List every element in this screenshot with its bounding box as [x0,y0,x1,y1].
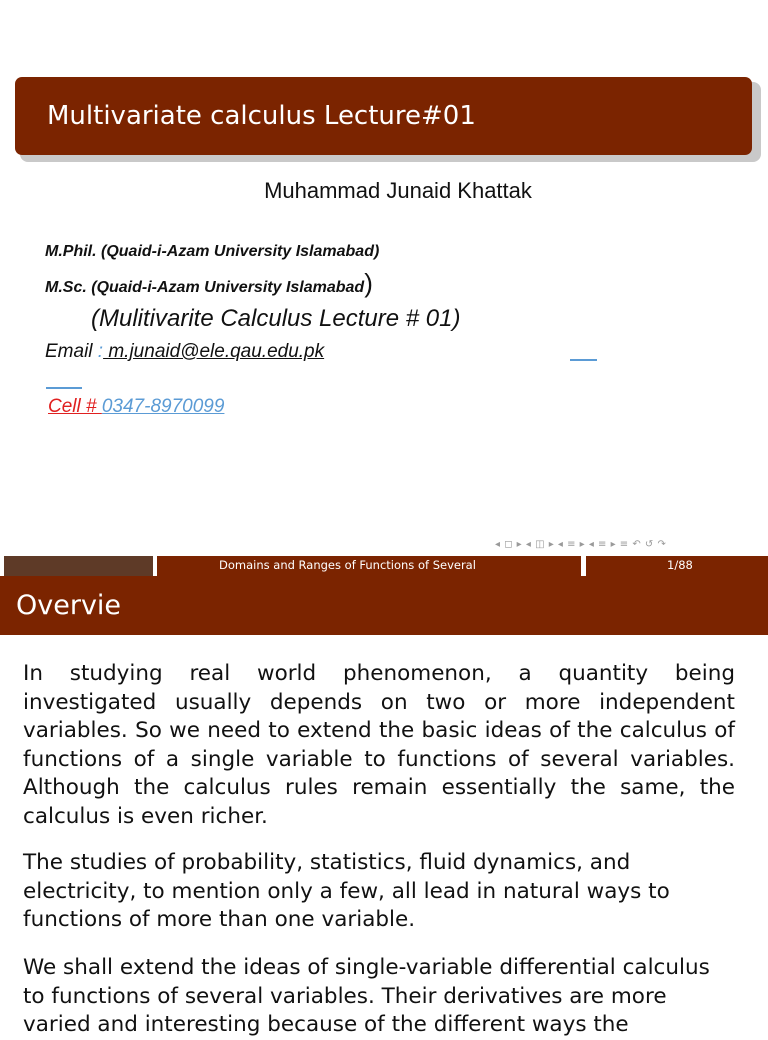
cell-number-link[interactable]: 0347-8970099 [101,396,225,417]
decorative-dash [46,387,82,389]
footer-bar [0,556,768,576]
email-label: Email [45,341,98,362]
page-number: 1/88 [667,558,693,572]
overview-title-bar [0,576,768,635]
decorative-dash [570,359,597,361]
paragraph: The studies of probability, statistics, fluid dynamics, and electricity, to mention only a few, all lead in natural ways to functions of more than one variable. [23,850,670,932]
email-colon: : [97,341,104,362]
beamer-nav-icons[interactable]: ◂ ◻ ▸ ◂ ◫ ▸ ◂ ≡ ▸ ◂ ≡ ▸ ≡ ↶ ↺ ↷ [495,539,667,550]
paragraph: In studying real world phenomenon, a quantity being investigated usually depends on two or more independent variables. So we need to extend the basic ideas of the calculus of functions of a single variable to functions of several variables. Although the calculus rules remain essentially the same, the calculus is even richer. [23,661,735,829]
author-name: Muhammad Junaid Khattak [264,178,532,203]
cell-label: Cell # [48,396,102,417]
paragraph: We shall extend the ideas of single-variable differential calculus to functions of several variables. Their derivatives are more varied and interesting because of the different ways the [23,955,710,1037]
overview-title: Overvie [16,590,122,621]
footer-title-segment [157,556,581,576]
credential-msc-text: M.Sc. (Quaid-i-Azam University Islamabad [45,279,365,296]
footer-page-segment [586,556,768,576]
cell-line [48,396,224,418]
footer-author-segment [4,556,153,576]
email-line [45,341,324,363]
closing-paren: ) [364,268,373,298]
footer-title: Domains and Ranges of Functions of Several [219,558,476,572]
lecture-subtitle: (Mulitivarite Calculus Lecture # 01) [91,305,461,332]
slide-title-bar [15,77,752,155]
email-link[interactable]: m.junaid@ele.qau.edu.pk [103,341,325,362]
credential-msc [45,270,373,297]
credential-mphil: M.Phil. (Quaid-i-Azam University Islamabad) [45,243,380,260]
slide-title: Multivariate calculus Lecture#01 [47,101,476,131]
